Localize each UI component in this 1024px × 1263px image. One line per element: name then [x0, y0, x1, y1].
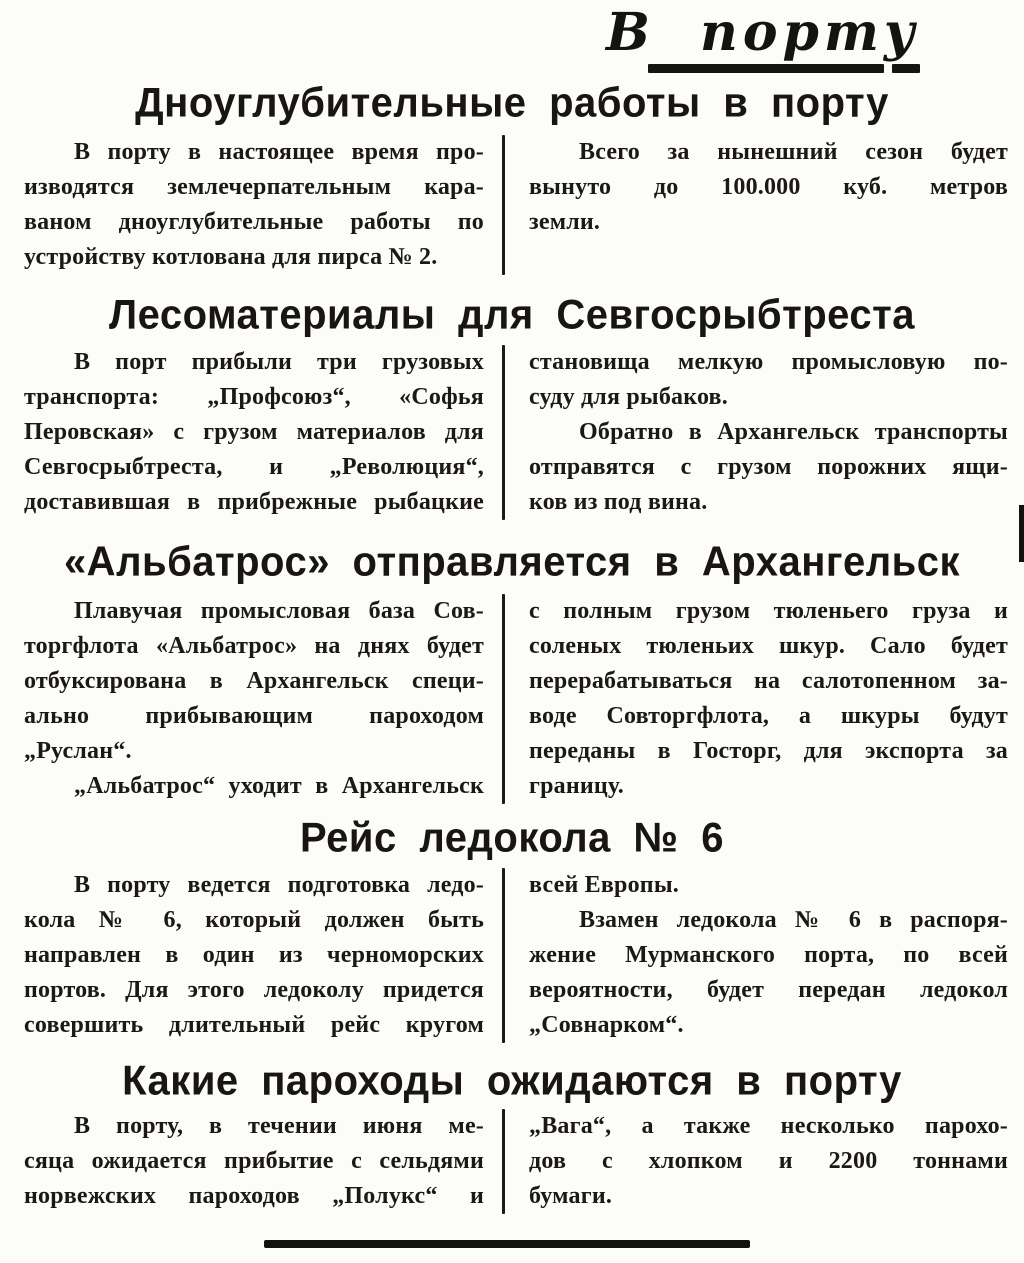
article-dredging-works	[0, 81, 1024, 275]
article-columns	[0, 594, 1024, 804]
text-line: направлен в один из черноморских	[24, 942, 484, 968]
text-line: изводятся землечерпательным кара-	[24, 174, 484, 200]
text-line: Всего за нынешний сезон будет	[579, 139, 1008, 165]
text-line: „Альбатрос“ уходит в Архангельск	[74, 773, 484, 799]
text-line: кола № 6, который должен быть	[24, 907, 484, 933]
text-line: торгфлота «Альбатрос» на днях будет	[24, 633, 484, 659]
article-column-right	[505, 868, 1008, 1043]
masthead-underline-segment-long	[648, 64, 884, 73]
text-line: дов с хлопком и 2200 тоннами	[529, 1148, 1008, 1174]
article-columns	[0, 135, 1024, 275]
masthead	[0, 0, 1024, 73]
text-line: ков из под вина.	[529, 489, 708, 515]
masthead-underline	[0, 64, 920, 73]
text-line: Обратно в Архангельск транспорты	[579, 419, 1008, 445]
text-line: воде Совторгфлота, а шкуры будут	[529, 703, 1008, 729]
article-columns	[0, 1109, 1024, 1214]
text-line: становища мелкую промысловую по-	[529, 349, 1008, 375]
text-line: Взамен ледокола № 6 в распоря-	[579, 907, 1008, 933]
text-line: соленых тюленьих шкур. Сало будет	[529, 633, 1008, 659]
article-columns	[0, 868, 1024, 1043]
text-line: портов. Для этого ледоколу придется	[24, 977, 484, 1003]
article-column-left	[24, 1109, 484, 1214]
text-line: земли.	[529, 209, 601, 235]
text-line: В порту, в течении июня ме-	[74, 1113, 484, 1139]
article-headline: «Альбатрос» отправляется в Архангельск	[63, 539, 961, 585]
article-headline: Дноуглубительные работы в порту	[135, 80, 889, 126]
article-columns	[0, 345, 1024, 520]
article-icebreaker-no6-voyage	[0, 816, 1024, 1043]
text-line: вероятности, будет передан ледокол	[529, 977, 1008, 1003]
article-column-left	[24, 135, 484, 275]
article-headline: Рейс ледокола № 6	[300, 815, 724, 861]
text-line: Перовская» с грузом материалов для	[24, 419, 484, 445]
text-line: ваном дноуглубительные работы по	[24, 209, 484, 235]
text-line: норвежских пароходов „Полукс“ и	[24, 1183, 484, 1209]
text-line: „Руслан“.	[24, 738, 132, 764]
text-line: В порту ведется подготовка ледо-	[74, 872, 484, 898]
text-line: жение Мурманского порта, по всей	[529, 942, 1008, 968]
article-expected-steamers	[0, 1059, 1024, 1214]
article-column-left	[24, 868, 484, 1043]
page-footer	[0, 1240, 1024, 1248]
text-line: бумаги.	[529, 1183, 613, 1209]
masthead-title: В порту	[605, 2, 920, 63]
article-column-right	[505, 135, 1008, 275]
text-line: всей Европы.	[529, 872, 679, 898]
text-line: устройству котлована для пирса № 2.	[24, 244, 438, 270]
text-line: В порт прибыли три грузовых	[74, 349, 484, 375]
text-line: Плавучая промысловая база Сов-	[74, 598, 484, 624]
text-line: „Совнарком“.	[529, 1012, 684, 1038]
article-headline: Какие пароходы ожидаются в порту	[122, 1058, 902, 1104]
masthead-underline-segment-short	[892, 64, 920, 73]
text-line: с полным грузом тюленьего груза и	[529, 598, 1008, 624]
bottom-rule	[264, 1240, 750, 1248]
article-column-right	[505, 1109, 1008, 1214]
text-line: ально прибывающим пароходом	[24, 703, 484, 729]
text-line: перерабатываться на салотопенном за-	[529, 668, 1008, 694]
text-line: Севгосрыбтреста, и „Революция“,	[24, 454, 484, 480]
text-line: „Вага“, а также несколько парохо-	[529, 1113, 1008, 1139]
text-line: транспорта: „Профсоюз“, «Софья	[24, 384, 484, 410]
article-column-left	[24, 594, 484, 804]
text-line: вынуто до 100.000 куб. метров	[529, 174, 1008, 200]
text-line: переданы в Госторг, для экспорта за	[529, 738, 1008, 764]
text-line: доставившая в прибрежные рыбацкие	[24, 489, 484, 515]
article-headline: Лесоматериалы для Севгосрыбтреста	[109, 292, 915, 338]
article-albatross-departure	[0, 540, 1024, 804]
article-column-right	[505, 594, 1008, 804]
article-column-right	[505, 345, 1008, 520]
text-line: отправятся с грузом порожних ящи-	[529, 454, 1008, 480]
text-line: совершить длительный рейс кругом	[24, 1012, 484, 1038]
text-line: сяца ожидается прибытие с сельдями	[24, 1148, 484, 1174]
text-line: границу.	[529, 773, 624, 799]
text-line: суду для рыбаков.	[529, 384, 728, 410]
page-edge-ink-mark	[1019, 505, 1024, 562]
article-column-left	[24, 345, 484, 520]
text-line: отбуксирована в Архангельск специ-	[24, 668, 484, 694]
text-line: В порту в настоящее время про-	[74, 139, 484, 165]
article-timber-for-sevgosrybtrest	[0, 293, 1024, 520]
